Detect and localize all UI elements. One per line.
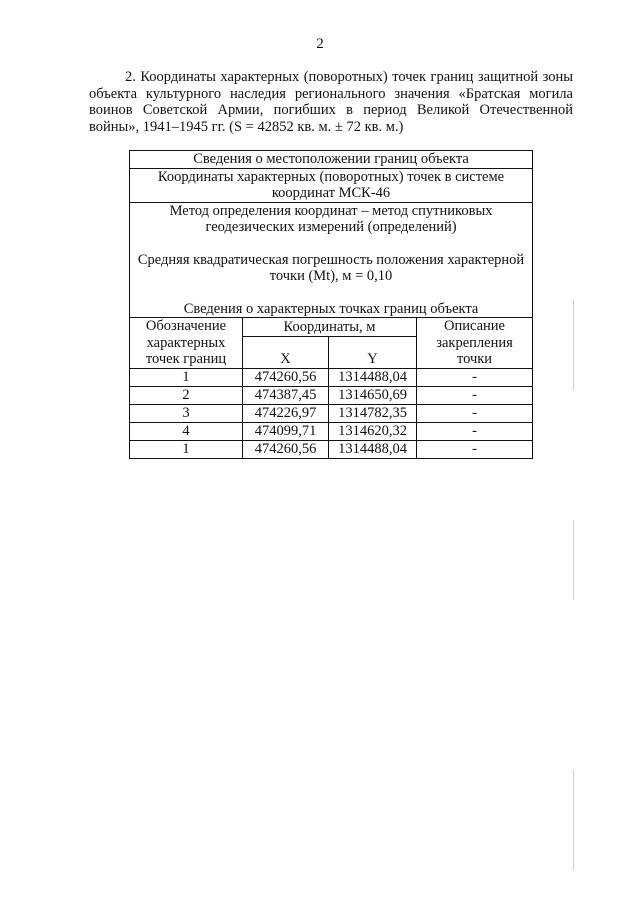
point-id: 3 — [130, 404, 243, 422]
x-value: 474099,71 — [243, 422, 329, 440]
coordinate-system-row — [130, 168, 533, 202]
description-value: - — [417, 368, 533, 386]
coordinates-header: Координаты, м — [243, 318, 417, 337]
x-value: 474260,56 — [243, 368, 329, 386]
y-value: 1314650,69 — [329, 386, 417, 404]
table-row — [130, 440, 533, 458]
scan-artifact-line — [573, 770, 574, 870]
accuracy-text: Средняя квадратическая погрешность положения характерной точки (Mt), м = 0,10 — [137, 251, 525, 284]
coordinates-table — [129, 150, 533, 459]
description-value: - — [417, 422, 533, 440]
intro-paragraph: 2. Координаты характерных (поворотных) точек границ защитной зоны объекта культурного наследия регионального значения «Братская могила воинов Советской Армии, погибших в период Великой Отечественной войны», 1941–1945 гг. (S = 42852 кв. м. ± 72 кв. м.) — [89, 69, 573, 135]
table-row — [130, 404, 533, 422]
table-title-row — [130, 151, 533, 169]
x-value: 474260,56 — [243, 440, 329, 458]
table-row — [130, 368, 533, 386]
designation-header: Обозначение характерных точек границ — [130, 318, 243, 369]
y-value: 1314488,04 — [329, 368, 417, 386]
y-header: Y — [329, 336, 417, 368]
method-row — [130, 202, 533, 318]
coordinate-system: Координаты характерных (поворотных) точек в системе координат МСК-46 — [130, 168, 533, 202]
table-title: Сведения о местоположении границ объекта — [130, 151, 533, 169]
table-row — [130, 422, 533, 440]
point-id: 2 — [130, 386, 243, 404]
point-id: 4 — [130, 422, 243, 440]
description-value: - — [417, 404, 533, 422]
x-header: X — [243, 336, 329, 368]
column-header-row — [130, 318, 533, 337]
description-value: - — [417, 386, 533, 404]
description-header: Описание закрепления точки — [417, 318, 533, 369]
x-value: 474226,97 — [243, 404, 329, 422]
table-row — [130, 386, 533, 404]
method-cell — [130, 202, 533, 318]
page-number: 2 — [316, 36, 324, 52]
point-id: 1 — [130, 440, 243, 458]
y-value: 1314782,35 — [329, 404, 417, 422]
method-text: Метод определения координат – метод спутниковых геодезических измерений (определений) — [169, 202, 493, 235]
points-info-text: Сведения о характерных точках границ объекта — [183, 300, 479, 317]
y-value: 1314620,32 — [329, 422, 417, 440]
description-value: - — [417, 440, 533, 458]
y-value: 1314488,04 — [329, 440, 417, 458]
x-value: 474387,45 — [243, 386, 329, 404]
scan-artifact-line — [573, 300, 574, 390]
scan-artifact-line — [573, 520, 574, 600]
point-id: 1 — [130, 368, 243, 386]
